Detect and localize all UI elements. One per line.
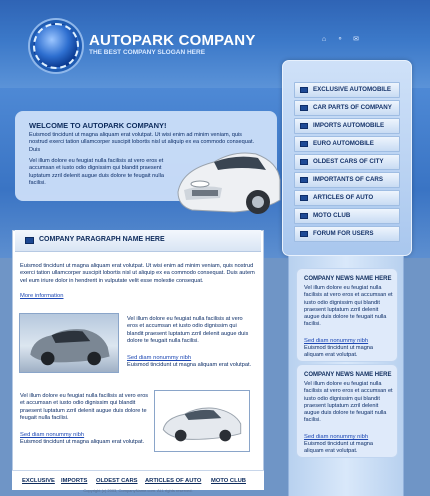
- welcome-title: WELCOME TO AUTOPARK COMPANY!: [29, 121, 167, 130]
- bullet-icon: [300, 141, 308, 147]
- brand-name: AUTOPARK COMPANY: [89, 32, 256, 49]
- news-body: Vel illum dolore eu feugiat nulla facilisis at vero eros et accumsan et iusto odio dignissim qui blandit praesent luptatum zzril delenit augue duis dolore te feugait nulla facilisi.: [304, 381, 393, 424]
- block2-text: Vel illum dolore eu feugiat nulla facilisis at vero eros et accumsan et iusto odio dignissim qui blandit praesent luptatum zzril delenit augue duis dolore te feugait nulla facilisi.: [20, 393, 149, 421]
- menu-item-label: IMPORTANTS OF CARS: [313, 176, 384, 183]
- block1-text-2: Euismod tincidunt ut magna aliquam erat volutpat.: [127, 362, 252, 368]
- news-link[interactable]: Sed diam nonummy nibh: [304, 434, 369, 440]
- bullet-icon: [300, 231, 308, 237]
- menu-item-label: MOTO CLUB: [313, 212, 351, 219]
- news-body: Vel illum dolore eu feugiat nulla facilisis at vero eros et accumsan et iusto odio dignissim qui blandit praesent luptatum zzril delenit augue duis dolore te feugait nulla facilisi.: [304, 285, 393, 328]
- car-image: [174, 140, 284, 222]
- bullet-icon: [300, 213, 308, 219]
- logo-icon[interactable]: [33, 23, 79, 69]
- news-after: Euismod tincidunt ut magna aliquam erat volutpat.: [304, 345, 374, 359]
- mail-icon[interactable]: ✉: [353, 36, 359, 43]
- menu-item-label: FORUM FOR USERS: [313, 230, 374, 237]
- copyright: Copyright (c) 2003, CompanyName.com. ALL rights reserved.: [83, 488, 193, 493]
- menu-item[interactable]: [294, 208, 400, 224]
- suv-photo: [19, 313, 119, 373]
- menu-item[interactable]: [294, 118, 400, 134]
- slogan: THE BEST COMPANY SLOGAN HERE: [89, 49, 206, 56]
- contact-icon[interactable]: ⚬: [337, 36, 343, 43]
- footer-link-articles[interactable]: ARTICLES OF AUTO: [145, 478, 202, 484]
- sedan-photo: [154, 390, 250, 452]
- footer-link-moto-club[interactable]: MOTO CLUB: [211, 478, 246, 484]
- news-link[interactable]: Sed diam nonummy nibh: [304, 338, 369, 344]
- more-info-link[interactable]: More information: [20, 293, 64, 299]
- menu-item-label: ARTICLES OF AUTO: [313, 194, 374, 201]
- menu-item[interactable]: [294, 100, 400, 116]
- bullet-icon: [300, 87, 308, 93]
- block1-link[interactable]: Sed diam nonummy nibh: [127, 355, 192, 361]
- home-icon[interactable]: ⌂: [321, 36, 327, 43]
- menu-item[interactable]: [294, 226, 400, 242]
- block2-text-2: Euismod tincidunt ut magna aliquam erat volutpat.: [20, 439, 145, 445]
- welcome-text: Euismod tincidunt ut magna aliquam erat volutpat. Ut wisi enim ad minim veniam, quis nostrud exerci tation ullamcorper suscipit lobortis nisl ut aliquip ex ea commodo consequat. Duis: [29, 132, 255, 153]
- footer-link-exclusive[interactable]: EXCLUSIVE: [22, 478, 55, 484]
- menu-item[interactable]: [294, 82, 400, 98]
- footer-link-imports[interactable]: IMPORTS: [61, 478, 88, 484]
- menu-item-label: EXCLUSIVE AUTOMOBILE: [313, 86, 392, 93]
- paragraph-title: COMPANY PARAGRAPH NAME HERE: [39, 236, 165, 243]
- block2-link[interactable]: Sed diam nonummy nibh: [20, 432, 85, 438]
- footer-link-oldest-cars[interactable]: OLDEST CARS: [96, 478, 138, 484]
- bullet-icon: [25, 237, 34, 244]
- block1-text: Vel illum dolore eu feugiat nulla facilisis at vero eros et accumsan et iusto odio dignissim qui blandit praesent luptatum zzril delenit augue duis dolore te feugait nulla facilisi.: [127, 316, 249, 344]
- news-title: COMPANY NEWS NAME HERE: [304, 276, 392, 282]
- bullet-icon: [300, 159, 308, 165]
- menu-item-label: EURO AUTOMOBILE: [313, 140, 374, 147]
- bullet-icon: [300, 177, 308, 183]
- menu-item-label: IMPORTS AUTOMOBILE: [313, 122, 385, 129]
- welcome-text-2: Vel illum dolore eu feugiat nulla facilisis at vero eros et accumsan et iusto odio dignissim qui blandit praesent luptatum zzril delenit augue duis dolore te feugait nulla facilisi.: [29, 158, 164, 186]
- menu-item[interactable]: [294, 136, 400, 152]
- paragraph-text: Euismod tincidunt ut magna aliquam erat volutpat. Ut wisi enim ad minim veniam, quis nostrud exerci tation ullamcorper suscipit lobortis nisl ut aliquip ex ea commodo consequat. Duis autem vel eum iriure dolor in hendrerit in vulputate velit esse molestie consequat.: [20, 263, 255, 284]
- menu-item-label: OLDEST CARS OF CITY: [313, 158, 384, 165]
- menu-item[interactable]: [294, 190, 400, 206]
- menu-item-label: CAR PARTS OF COMPANY: [313, 104, 392, 111]
- bullet-icon: [300, 195, 308, 201]
- menu-item[interactable]: [294, 154, 400, 170]
- news-after: Euismod tincidunt ut magna aliquam erat volutpat.: [304, 441, 374, 455]
- news-title: COMPANY NEWS NAME HERE: [304, 372, 392, 378]
- menu-item[interactable]: [294, 172, 400, 188]
- bullet-icon: [300, 123, 308, 129]
- bullet-icon: [300, 105, 308, 111]
